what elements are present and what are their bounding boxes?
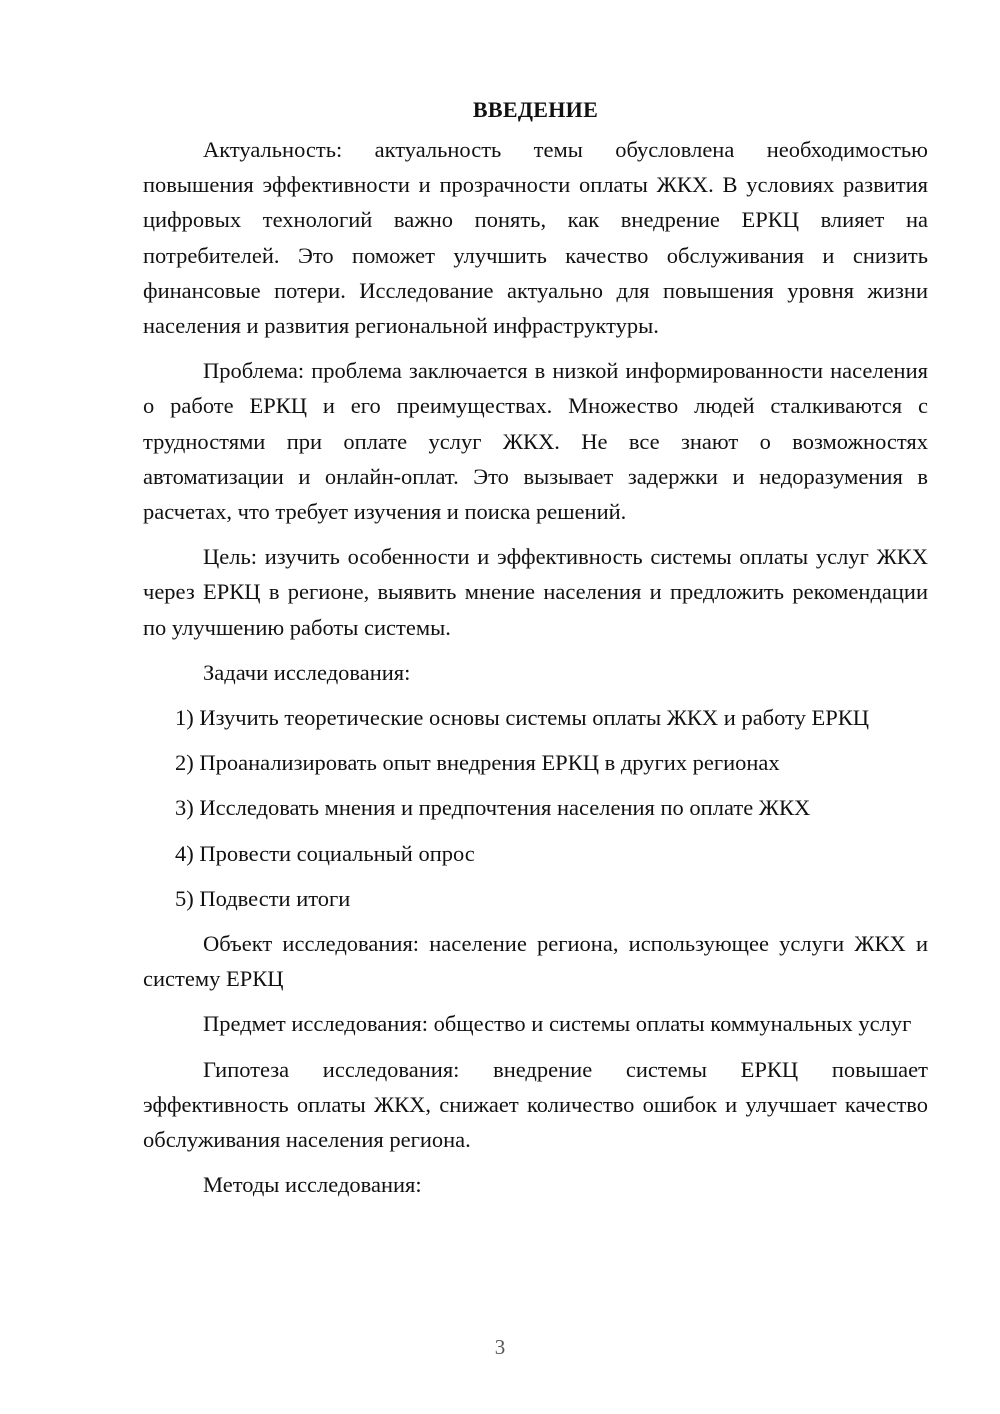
page-content xyxy=(143,92,928,1212)
page-title: ВВЕДЕНИЕ xyxy=(472,97,599,122)
subject-paragraph: Предмет исследования: общество и системы оплаты коммунальных услуг xyxy=(203,1011,912,1037)
task-item: 4) Провести социальный опрос xyxy=(175,840,475,866)
task-item: 2) Проанализировать опыт внедрения ЕРКЦ в других регионах xyxy=(175,750,780,776)
hypothesis-paragraph: Гипотеза исследования: внедрение системы ЕРКЦ повышает эффективность оплаты ЖКХ, снижает количество ошибок и улучшает качество обслуживания населения региона. xyxy=(143,1056,928,1153)
page-number: 3 xyxy=(494,1335,506,1359)
object-paragraph: Объект исследования: население региона, использующее услуги ЖКХ и систему ЕРКЦ xyxy=(143,931,928,992)
task-item: 5) Подвести итоги xyxy=(175,885,351,911)
problem-paragraph: Проблема: проблема заключается в низкой информированности населения о работе ЕРКЦ и его преимуществах. Множество людей сталкиваются с трудностями при оплате услуг ЖКХ. Не все знают о возможностях автоматизации и онлайн-оплат. Это вызывает задержки и недоразумения в расчетах, что требует изучения и поиска решений. xyxy=(143,358,928,525)
tasks-list xyxy=(143,700,928,916)
goal-paragraph: Цель: изучить особенности и эффективность системы оплаты услуг ЖКХ через ЕРКЦ в регионе, выявить мнение населения и предложить рекомендации по улучшению работы системы. xyxy=(143,544,928,640)
relevance-paragraph: Актуальность: актуальность темы обусловлена необходимостью повышения эффективности и прозрачности оплаты ЖКХ. В условиях развития цифровых технологий важно понять, как внедрение ЕРКЦ влияет на потребителей. Это поможет улучшить качество обслуживания и снизить финансовые потери. Исследование актуально для повышения уровня жизни населения и развития региональной инфраструктуры. xyxy=(143,137,928,339)
task-item: 1) Изучить теоретические основы системы оплаты ЖКХ и работу ЕРКЦ xyxy=(175,705,870,731)
task-item: 3) Исследовать мнения и предпочтения населения по оплате ЖКХ xyxy=(175,795,811,821)
tasks-heading: Задачи исследования: xyxy=(203,659,411,685)
methods-heading: Методы исследования: xyxy=(203,1172,422,1198)
